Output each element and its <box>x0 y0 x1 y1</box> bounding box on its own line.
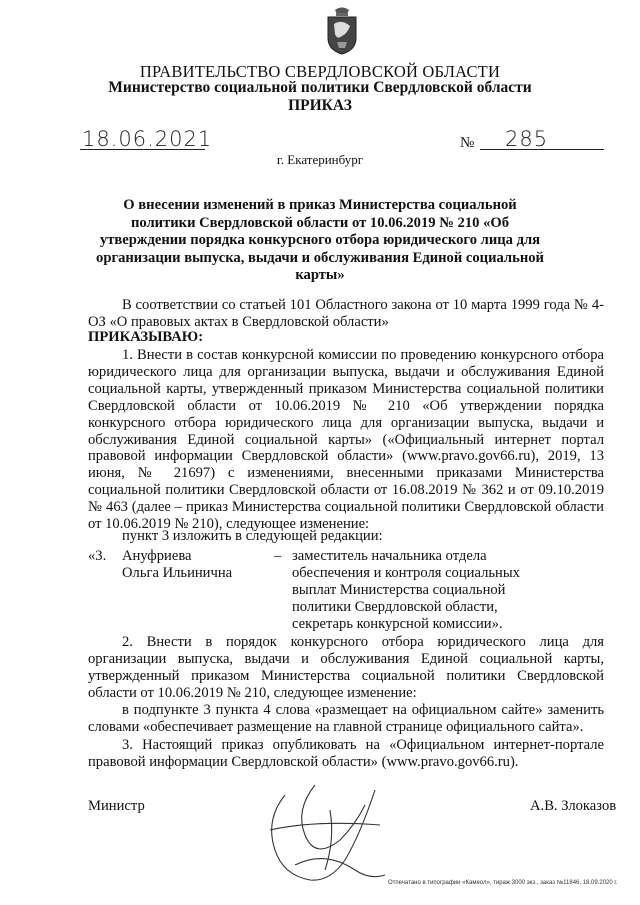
document-title: О внесении изменений в приказ Министерства социальной политики Свердловской области от 10.06.2019 № 210 «Об утверждении порядка конкурсного отбора юридического лица для организации выпуска, выдачи и обслуживания Единой социальной карты» <box>96 197 544 283</box>
number-underline <box>480 149 604 150</box>
member-position-line: секретарь конкурсной комиссии». <box>292 616 503 632</box>
handwritten-signature <box>255 780 395 890</box>
item-3-paragraph: 3. Настоящий приказ опубликовать на «Официальном интернет-портале правовой информации Свердловской области» (www.pravo.gov66.ru). <box>88 737 604 770</box>
date-underline <box>80 149 205 150</box>
member-number: «3. <box>88 548 107 564</box>
member-dash: – <box>274 548 282 564</box>
member-position-line: обеспечения и контроля социальных <box>292 565 520 581</box>
item-2-subitem: в подпункте 3 пункта 4 слова «размещает на официальном сайте» заменить словами «обеспечивает размещение на главной странице официального сайта». <box>88 702 604 735</box>
member-position <box>292 548 552 633</box>
intro-text: В соответствии со статьей 101 Областного закона от 10 марта 1999 года № 4-ОЗ «О правовых актах в Свердловской области» <box>88 297 604 330</box>
city: г. Екатеринбург <box>276 152 364 167</box>
signatory-position: Министр <box>88 798 145 814</box>
intro-paragraph <box>88 297 604 331</box>
document-type: ПРИКАЗ <box>288 97 352 114</box>
signatory-name: А.В. Злоказов <box>530 798 617 814</box>
order-number: 285 <box>505 127 549 151</box>
order-word: ПРИКАЗЫВАЮ: <box>88 329 204 345</box>
member-position-line: заместитель начальника отдела <box>292 548 487 564</box>
coat-of-arms-emblem <box>325 4 359 56</box>
ministry-heading: Министерство социальной политики Свердловской области <box>108 79 532 96</box>
member-position-line: политики Свердловской области, <box>292 599 498 615</box>
number-sign: № <box>460 135 475 151</box>
member-name-line-2: Ольга Ильинична <box>122 565 233 581</box>
member-name-line-1: Ануфриева <box>122 548 192 564</box>
item-2-paragraph: 2. Внести в порядок конкурсного отбора юридического лица для организации выпуска, выдачи и обслуживания Единой социальной карты, утвержденный приказом Министерства социальной политики Свердловской области от 10.06.2019 № 210, следующее изменение: <box>88 634 604 701</box>
item-1-paragraph: 1. Внести в состав конкурсной комиссии по проведению конкурсного отбора юридического лица для организации выпуска, выдачи и обслуживания Единой социальной карты, утвержденный приказом Министерства социальной политики Свердловской области от 10.06.2019 № 210 «Об утверждении порядка конкурсного отбора юридического лица для организации выпуска, выдачи и обслуживания Единой социальной карты» («Официальный интернет портал правовой информации Свердловской области» (www.pravo.gov66.ru), 2019, 13 июня, № 21697) с изменениями, внесенными приказами Министерства социальной политики Свердловской области от 16.08.2019 № 362 и от 09.10.2019 № 463 (далее – приказ Министерства социальной политики Свердловской области от 10.06.2019 № 210), следующее изменение: <box>88 347 604 533</box>
member-position-line: выплат Министерства социальной <box>292 582 506 598</box>
item-1-subitem: пункт 3 изложить в следующей редакции: <box>122 528 383 544</box>
government-heading: ПРАВИТЕЛЬСТВО СВЕРДЛОВСКОЙ ОБЛАСТИ <box>139 62 501 81</box>
print-note: Отпечатано в типографии «Камеол», тираж 3000 экз., заказ №11846, 18.09.2020 г. <box>388 880 618 886</box>
order-date: 18.06.2021 <box>82 127 213 151</box>
